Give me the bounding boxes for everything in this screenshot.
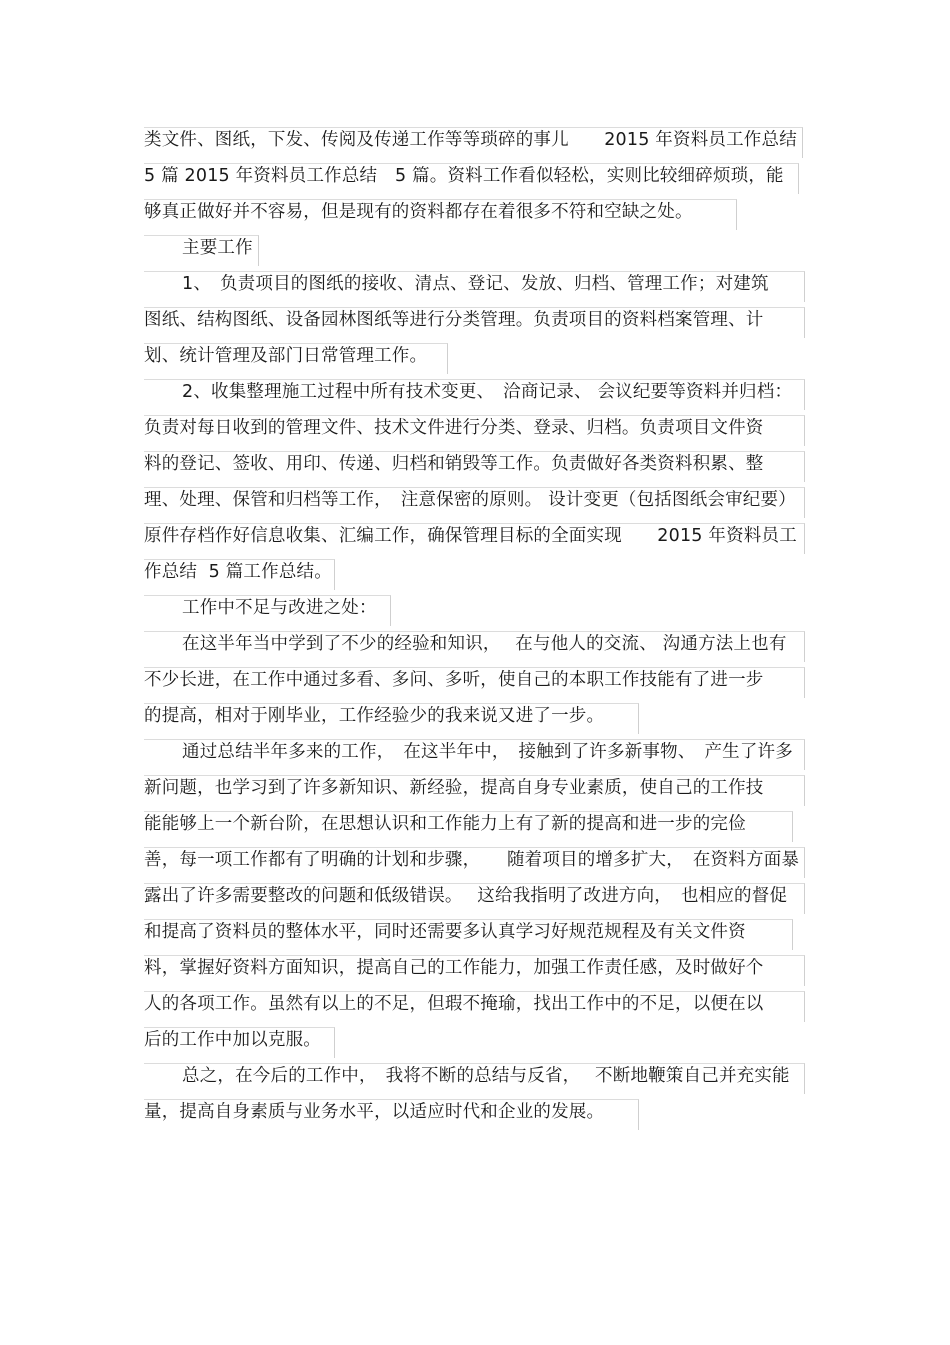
text-line: 料，掌握好资料方面知识，提高自己的工作能力，加强工作责任感，及时做好个 [144, 958, 764, 978]
text-line: 原件存档作好信息收集、汇编工作，确保管理目标的全面实现 2015 年资料员工 [144, 526, 797, 546]
text-line: 负责对每日收到的管理文件、技术文件进行分类、登录、归档。负责项目文件资 [144, 418, 764, 438]
text-line: 图纸、结构图纸、设备园林图纸等进行分类管理。负责项目的资料档案管理、计 [144, 310, 764, 330]
text-line: 和提高了资料员的整体水平，同时还需要多认真学习好规范规程及有关文件资 [144, 922, 746, 942]
text-line: 够真正做好并不容易，但是现有的资料都存在着很多不符和空缺之处。 [144, 202, 693, 222]
section-heading: 工作中不足与改进之处： [182, 598, 377, 618]
text-line: 善，每一项工作都有了明确的计划和步骤， 随着项目的增多扩大， 在资料方面暴 [144, 850, 800, 870]
text-line: 露出了许多需要整改的问题和低级错误。 这给我指明了改进方向， 也相应的督促 [144, 886, 788, 906]
text-line: 1、 负责项目的图纸的接收、清点、登记、发放、归档、管理工作；对建筑 [182, 274, 769, 294]
text-line: 通过总结半年多来的工作， 在这半年中， 接触到了许多新事物、 产生了许多 [182, 742, 793, 762]
text-line: 理、处理、保管和归档等工作， 注意保密的原则。 设计变更（包括图纸会审纪要） [144, 490, 796, 510]
text-line: 能能够上一个新台阶，在思想认识和工作能力上有了新的提高和进一步的完俭 [144, 814, 746, 834]
text-line: 类文件、图纸，下发、传阅及传递工作等等琐碎的事儿 2015 年资料员工作总结 [144, 130, 797, 150]
text-line: 5 篇 2015 年资料员工作总结 5 篇。资料工作看似轻松，实则比较细碎烦琐，能 [144, 166, 784, 186]
text-line: 总之，在今后的工作中， 我将不断的总结与反省， 不断地鞭策自己并充实能 [182, 1066, 790, 1086]
text-line: 料的登记、签收、用印、传递、归档和销毁等工作。负责做好各类资料积累、整 [144, 454, 764, 474]
text-line: 2、收集整理施工过程中所有技术变更、 洽商记录、 会议纪要等资料并归档： [182, 382, 793, 402]
text-line: 的提高，相对于刚毕业，工作经验少的我来说又进了一步。 [144, 706, 605, 726]
section-heading: 主要工作 [182, 238, 253, 258]
text-line: 作总结 5 篇工作总结。 [144, 562, 332, 582]
text-line: 不少长进，在工作中通过多看、多问、多听，使自己的本职工作技能有了进一步 [144, 670, 764, 690]
text-line: 后的工作中加以克服。 [144, 1030, 321, 1050]
text-line: 划、统计管理及部门日常管理工作。 [144, 346, 428, 366]
text-line: 量，提高自身素质与业务水平，以适应时代和企业的发展。 [144, 1102, 605, 1122]
text-line: 新问题，也学习到了许多新知识、新经验，提高自身专业素质，使自己的工作技 [144, 778, 764, 798]
text-line: 人的各项工作。虽然有以上的不足，但瑕不掩瑜，找出工作中的不足，以便在以 [144, 994, 764, 1014]
text-line: 在这半年当中学到了不少的经验和知识， 在与他人的交流、 沟通方法上也有 [182, 634, 787, 654]
